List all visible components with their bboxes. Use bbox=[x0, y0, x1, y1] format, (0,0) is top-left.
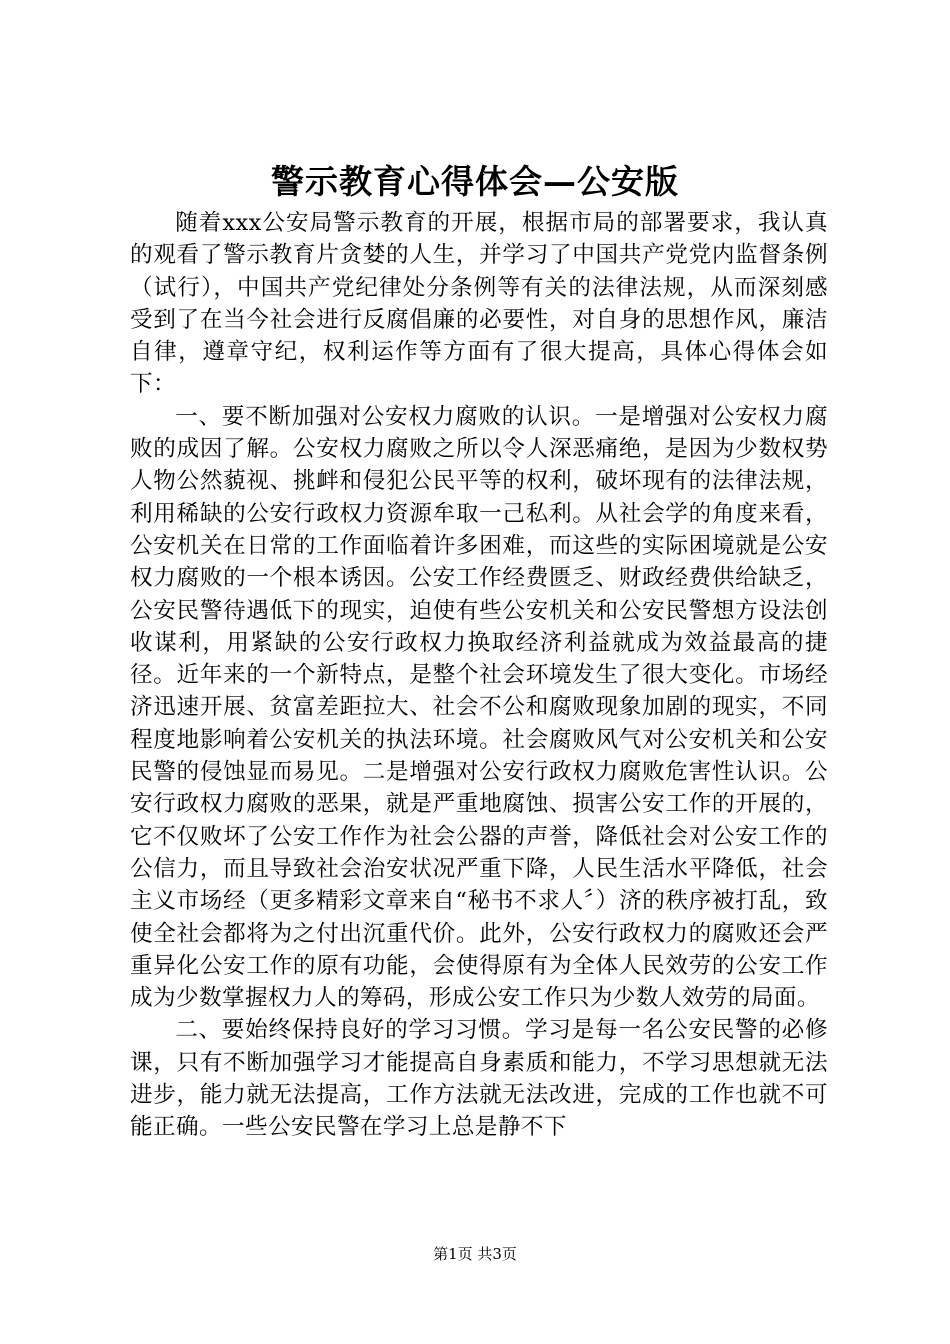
document-body bbox=[130, 207, 828, 1144]
paragraph-section-two: 二、要始终保持良好的学习习惯。学习是每一名公安民警的必修课，只有不断加强学习才能提高自身素质和能力，不学习思想就无法进步，能力就无法提高，工作方法就无法改进，完成的工作也就不可能正确。一些公安民警在学习上总是静不下 bbox=[130, 1017, 828, 1141]
document-title: 警示教育心得体会—公安版 bbox=[271, 162, 679, 201]
paragraph-section-one: 一、要不断加强对公安权力腐败的认识。一是增强对公安权力腐败的成因了解。公安权力腐败之所以令人深恶痛绝，是因为少数权势人物公然藐视、挑衅和侵犯公民平等的权利，破坏现有的法律法规，利用稀缺的公安行政权力资源牟取一己私利。从社会学的角度来看，公安机关在日常的工作面临着许多困难，而这些的实际困境就是公安权力腐败的一个根本诱因。公安工作经费匮乏、财政经费供给缺乏，公安民警待遇低下的现实，迫使有些公安机关和公安民警想方设法创收谋利，用紧缺的公安行政权力换取经济利益就成为效益最高的捷径。近年来的一个新特点，是整个社会环境发生了很大变化。市场经济迅速开展、贫富差距拉大、社会不公和腐败现象加剧的现实，不同程度地影响着公安机关的执法环境。社会腐败风气对公安机关和公安民警的侵蚀显而易见。二是增强对公安行政权力腐败危害性认识。公安行政权力腐败的恶果，就是严重地腐蚀、损害公安工作的开展的，它不仅败坏了公安工作作为社会公器的声誉，降低社会对公安工作的公信力，而且导致社会治安状况严重下降，人民生活水平降低，社会主义市场经（更多精彩文章来自“秘书不求人〞）济的秩序被打乱，致使全社会都将为之付出沉重代价。此外，公安行政权力的腐败还会严重异化公安工作的原有功能，会使得原有为全体人民效劳的公安工作成为少数掌握权力人的筹码，形成公安工作只为少数人效劳的局面。 bbox=[130, 403, 828, 1012]
page-footer: 第1页 共3页 bbox=[433, 1245, 517, 1263]
paragraph-intro: 随着xxx公安局警示教育的开展，根据市局的部署要求，我认真的观看了警示教育片贪婪的人生，并学习了中国共产党党内监督条例（试行），中国共产党纪律处分条例等有关的法律法规，从而深刻感受到了在当今社会进行反腐倡廉的必要性，对自身的思想作风，廉洁自律，遵章守纪，权利运作等方面有了很大提高，具体心得体会如下： bbox=[130, 210, 828, 398]
